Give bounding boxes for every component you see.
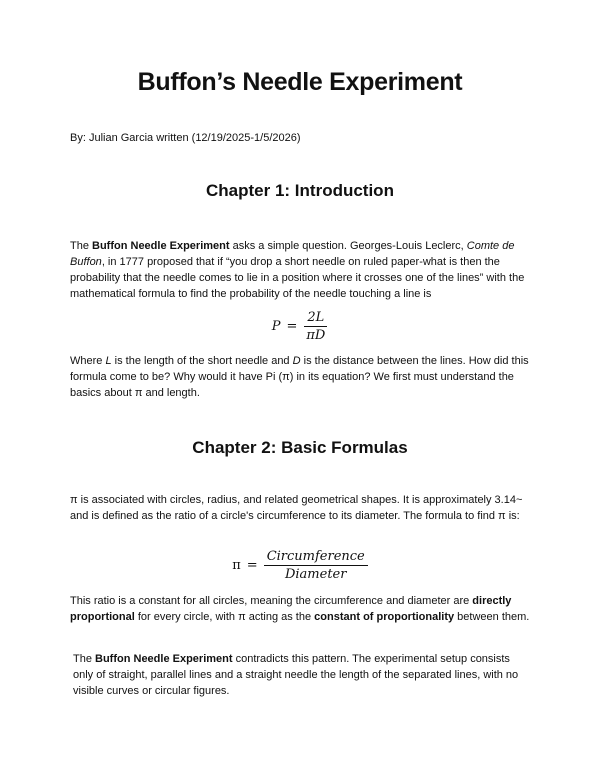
formula-lhs: P bbox=[271, 319, 281, 334]
chapter-2-paragraph-3: The Buffon Needle Experiment contradicts this pattern. The experimental setup consists only of straight, parallel lines and a straight needle the length of the separated lines, with no visible curves or circular figures. bbox=[73, 653, 519, 697]
formula-denominator: πD bbox=[306, 328, 326, 343]
chapter-2-paragraph-2: This ratio is a constant for all circles, meaning the circumference and diameter are directly proportional for every circle, with π acting as the constant of proportionality between them. bbox=[70, 595, 530, 623]
formula-denominator: Diameter bbox=[284, 567, 347, 582]
bold-term: directly proportional bbox=[70, 595, 512, 623]
chapter-2-paragraph-1: π is associated with circles, radius, and related geometrical shapes. It is approximately 3.14~ and is defined as the ratio of a circle's circumference to its diameter. The formula to find π is: bbox=[70, 494, 523, 522]
document-title: Buffon’s Needle Experiment bbox=[137, 68, 463, 96]
formula-equals: = bbox=[286, 319, 298, 334]
chapter-1-heading: Chapter 1: Introduction bbox=[206, 181, 394, 200]
variable-d: D bbox=[292, 355, 301, 367]
bold-term: Buffon Needle Experiment bbox=[95, 653, 233, 665]
formula-fraction bbox=[303, 310, 328, 343]
chapter-1-paragraph-2: Where L is the length of the short needle and D is the distance between the lines. How did this formula come to be? Why would it have Pi (π) in its equation? We first must understand the basics about π and length. bbox=[70, 355, 529, 399]
italic-term: Comte de Buffon bbox=[70, 240, 515, 268]
formula-numerator: Circumference bbox=[264, 549, 368, 566]
pi-formula bbox=[0, 549, 600, 582]
chapter-2-heading: Chapter 2: Basic Formulas bbox=[192, 438, 408, 457]
formula-lhs: π bbox=[232, 558, 241, 573]
probability-formula bbox=[0, 310, 600, 343]
author-byline: By: Julian Garcia written (12/19/2025-1/5/2026) bbox=[70, 132, 301, 144]
chapter-1-paragraph-1: The Buffon Needle Experiment asks a simple question. Georges-Louis Leclerc, Comte de Buffon, in 1777 proposed that if “you drop a short needle on ruled paper-what is then the probability that the needle comes to lie in a position where it crosses one of the lines” with the mathematical formula to find the probability of the needle touching a line is bbox=[70, 240, 525, 300]
formula-equals: = bbox=[246, 558, 258, 573]
formula-numerator: 2L bbox=[304, 310, 327, 327]
bold-term: constant of proportionality bbox=[314, 611, 455, 623]
variable-l: L bbox=[105, 355, 112, 367]
bold-term: Buffon Needle Experiment bbox=[92, 240, 230, 252]
formula-fraction bbox=[264, 549, 368, 582]
